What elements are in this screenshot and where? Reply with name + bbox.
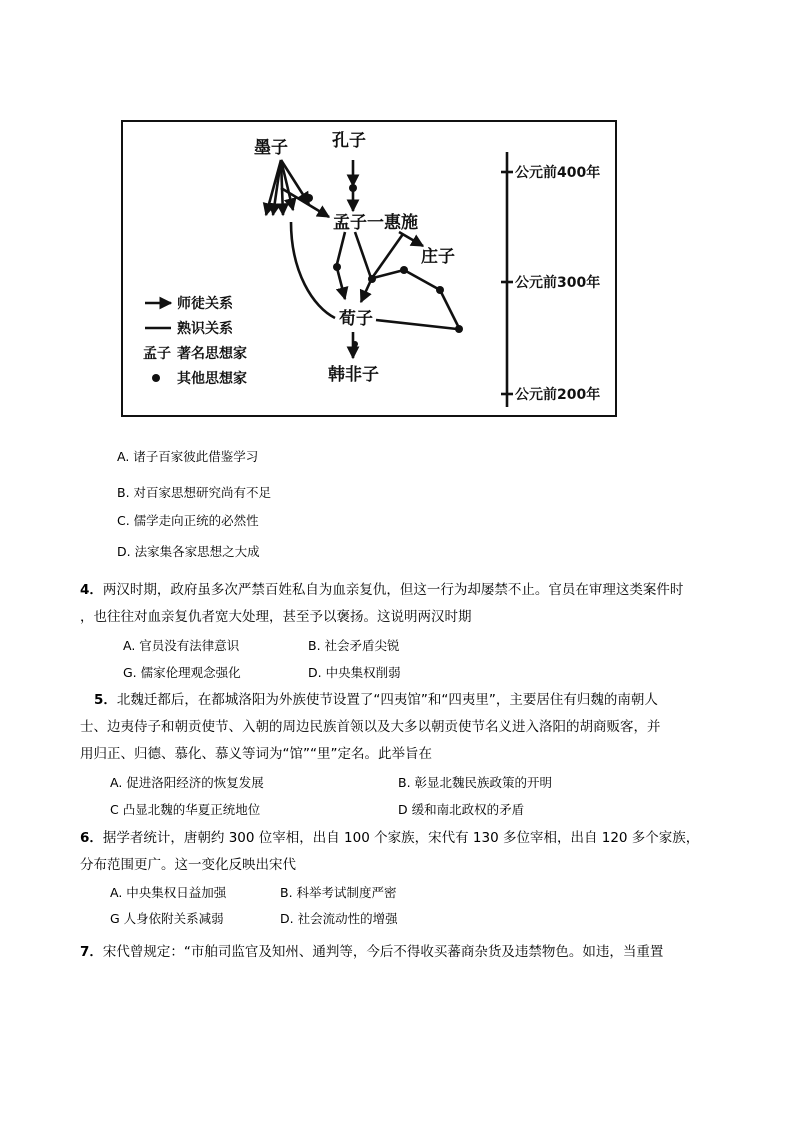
q3-option-c: C. 儒学走向正统的必然性 — [117, 513, 259, 528]
q3-option-b: B. 对百家思想研究尚有不足 — [117, 485, 272, 500]
q3-option-a: A. 诸子百家彼此借鉴学习 — [117, 449, 259, 464]
q6-text-1: 据学者统计，唐朝约 300 位宰相，出自 100 个家族，宋代有 130 多位宰相，出自 120 多个家族， — [102, 830, 700, 846]
q4-option-b: B. 社会矛盾尖锐 — [308, 638, 400, 653]
thinker-dot — [455, 325, 463, 333]
q7-number: 7． — [80, 944, 103, 960]
arrow-mozi-6 — [281, 188, 329, 217]
timeline-label-300: 公元前300年 — [515, 275, 601, 291]
q4-option-d: D. 中央集权削弱 — [308, 665, 401, 680]
legend-other-label: 其他思想家 — [177, 371, 247, 387]
q4-text-1: 两汉时期，政府虽多次严禁百姓私自为血亲复仇，但这一行为却屡禁不止。官员在审理这类案件时 — [102, 582, 684, 598]
label-huishi: 惠施 — [384, 213, 418, 233]
q4-number: 4． — [80, 582, 103, 598]
q6-option-c: G 人身依附关系减弱 — [110, 911, 224, 926]
legend-arrow-label: 师徒关系 — [177, 296, 233, 312]
q5-option-d: D 缓和南北政权的矛盾 — [398, 802, 525, 817]
legend-line-label: 熟识关系 — [177, 321, 233, 337]
relationship-diagram — [123, 122, 619, 419]
q6-option-b: B. 科举考试制度严密 — [280, 885, 397, 900]
q6-stem-line2: 分布范围更广。这一变化反映出宋代 — [80, 857, 296, 873]
q7-stem-line1 — [80, 942, 663, 962]
thinker-dot — [400, 266, 408, 274]
thinker-dot — [349, 184, 357, 192]
label-zhuangzi: 庄子 — [421, 247, 455, 267]
label-mengzi: 孟子 — [333, 213, 367, 233]
legend-famous-label: 著名思想家 — [177, 346, 247, 362]
line-mengzi-dot — [337, 232, 345, 264]
q4-option-a: A. 官员没有法律意识 — [123, 638, 240, 653]
q3-option-d: D. 法家集各家思想之大成 — [117, 544, 260, 559]
q5-number: 5． — [94, 692, 117, 708]
timeline-label-400: 公元前400年 — [515, 165, 601, 181]
line-mengzi-dot2 — [355, 232, 371, 278]
q6-number: 6． — [80, 830, 103, 846]
label-dash: 一 — [367, 213, 384, 233]
q5-stem-line3: 用归正、归德、慕化、慕义等词为“馆”“里”定名。此举旨在 — [80, 746, 432, 762]
line-xunzi-dot5 — [376, 320, 457, 329]
q5-stem-line1 — [94, 690, 658, 710]
q5-option-a: A. 促进洛阳经济的恢复发展 — [110, 775, 264, 790]
line-dot3-dot4 — [404, 270, 440, 290]
q6-option-a: A. 中央集权日益加强 — [110, 885, 227, 900]
label-kongzi: 孔子 — [332, 131, 366, 151]
thinker-dot — [368, 275, 376, 283]
legend-dot — [152, 374, 160, 382]
q6-stem-line1 — [80, 828, 699, 848]
legend-famous-sample: 孟子 — [143, 346, 171, 362]
q4-option-c: G. 儒家伦理观念强化 — [123, 665, 241, 680]
q7-text-1: 宋代曾规定：“市舶司监官及知州、通判等，今后不得收买蕃商杂货及违禁物色。如违，当重置 — [102, 944, 664, 960]
label-mozi: 墨子 — [254, 138, 288, 158]
timeline-label-200: 公元前200年 — [515, 387, 601, 403]
thinker-dot — [305, 194, 313, 202]
curve-mozi-xunzi — [291, 222, 335, 318]
line-dot4-dot5 — [440, 290, 459, 328]
q4-stem-line1 — [80, 580, 683, 600]
q4-stem-line2: ，也往往对血亲复仇者宽大处理，甚至予以褒扬。这说明两汉时期 — [80, 609, 472, 625]
thinker-dot — [352, 341, 358, 347]
thinker-dot — [436, 286, 444, 294]
q5-stem-line2: 士、边夷侍子和朝贡使节、入朝的周边民族首领以及大多以朝贡使节名义进入洛阳的胡商贩客，并 — [80, 719, 661, 735]
arrow-dot-xunzi — [337, 268, 345, 299]
q5-text-1: 北魏迁都后，在都城洛阳为外族使节设置了“四夷馆”和“四夷里”，主要居住有归魏的南朝人 — [116, 692, 658, 708]
q5-option-b: B. 彰显北魏民族政策的开明 — [398, 775, 553, 790]
q5-option-c: C 凸显北魏的华夏正统地位 — [110, 802, 261, 817]
thinker-dot — [333, 263, 341, 271]
label-hanfeizi: 韩非子 — [328, 365, 379, 385]
arrow-dot2-xunzi — [361, 280, 371, 302]
thinkers-relationship-figure — [121, 120, 617, 417]
label-xunzi: 荀子 — [339, 309, 373, 329]
q6-option-d: D. 社会流动性的增强 — [280, 911, 398, 926]
